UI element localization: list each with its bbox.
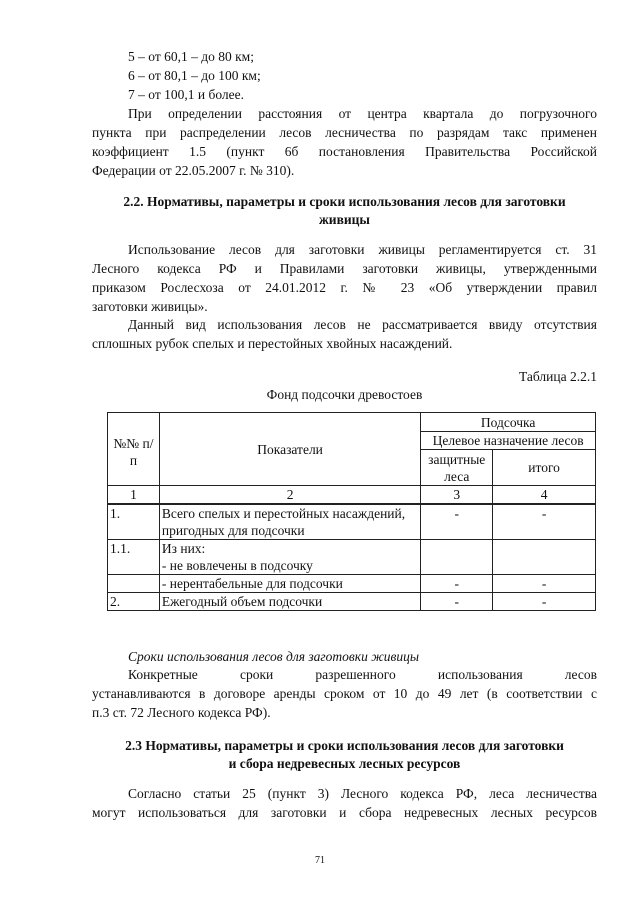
- table-row: [108, 575, 596, 593]
- row-label: Всего спелых и перестойных насаждений, пригодных для подсочки: [159, 504, 420, 540]
- heading-line: 2.2. Нормативы, параметры и сроки использования лесов для заготовки: [123, 194, 566, 209]
- table-row: [108, 540, 596, 558]
- paragraph-line: сплошных рубок спелых и перестойных хвойных насаждений.: [92, 336, 453, 351]
- row-protective: -: [421, 504, 493, 540]
- row-label: - нерентабельные для подсочки: [159, 575, 420, 593]
- table-row: [108, 593, 596, 611]
- table-row: [108, 557, 596, 575]
- row-total: [493, 557, 596, 575]
- row-protective: [421, 540, 493, 558]
- table-row: [108, 504, 596, 540]
- paragraph-line: устанавливаются в договоре аренды сроком от 10 до 49 лет (в соответствии с: [92, 686, 597, 701]
- paragraph-line: Данный вид использования лесов не рассматривается ввиду отсутствия: [128, 317, 597, 332]
- row-num: 1.1.: [108, 540, 160, 575]
- row-num: 1.: [108, 504, 160, 540]
- paragraph-line: Лесного кодекса РФ и Правилами заготовки живицы, утвержденными: [92, 261, 597, 276]
- row-label: Из них:: [159, 540, 420, 558]
- heading-line: 2.3 Нормативы, параметры и сроки использования лесов для заготовки: [125, 738, 564, 753]
- row-total: -: [493, 593, 596, 611]
- header-total: итого: [493, 450, 596, 486]
- col-number: 4: [493, 486, 596, 505]
- header-tapping: Подсочка: [421, 413, 596, 432]
- page-number: 71: [315, 855, 325, 866]
- row-protective: [421, 557, 493, 575]
- col-number: 2: [159, 486, 420, 505]
- row-label: Ежегодный объем подсочки: [159, 593, 420, 611]
- paragraph-line: Федерации от 22.05.2007 г. № 310).: [92, 163, 295, 178]
- col-number: 3: [421, 486, 493, 505]
- row-protective: -: [421, 593, 493, 611]
- paragraph-line: п.3 ст. 72 Лесного кодекса РФ).: [92, 705, 271, 720]
- header-num: №№ п/п: [108, 413, 160, 486]
- table-title: Фонд подсочки древостоев: [266, 387, 423, 402]
- table-label: Таблица 2.2.1: [519, 369, 597, 384]
- paragraph-line: Использование лесов для заготовки живицы регламентируется ст. 31: [128, 242, 597, 257]
- paragraph-line: Конкретные сроки разрешенного использования лесов: [128, 667, 597, 682]
- terms-heading: Сроки использования лесов для заготовки живицы: [128, 649, 420, 664]
- row-total: -: [493, 575, 596, 593]
- list-line-5: 5 – от 60,1 – до 80 км;: [128, 49, 254, 64]
- row-num: 2.: [108, 593, 160, 611]
- heading-line: живицы: [319, 212, 370, 227]
- paragraph-line: заготовки живицы».: [92, 299, 208, 314]
- paragraph-line: При определении расстояния от центра квартала до погрузочного: [128, 106, 597, 121]
- row-num: [108, 575, 160, 593]
- row-label: - не вовлечены в подсочку: [159, 557, 420, 575]
- paragraph-line: пункта при распределении лесов лесничества по разрядам такс применен: [92, 125, 597, 140]
- paragraph-line: Согласно статьи 25 (пункт 3) Лесного кодекса РФ, леса лесничества: [128, 786, 597, 801]
- list-line-7: 7 – от 100,1 и более.: [128, 87, 244, 102]
- row-protective: -: [421, 575, 493, 593]
- paragraph-line: могут использоваться для заготовки и сбора недревесных лесных ресурсов: [92, 805, 597, 820]
- tapping-fund-table: [107, 412, 596, 611]
- row-total: -: [493, 504, 596, 540]
- header-purpose: Целевое назначение лесов: [421, 432, 596, 450]
- header-protective: защитные леса: [421, 450, 493, 486]
- row-total: [493, 540, 596, 558]
- paragraph-line: коэффициент 1.5 (пункт 6б постановления Правительства Российской: [92, 144, 597, 159]
- header-indicators: Показатели: [159, 413, 420, 486]
- paragraph-line: приказом Рослесхоза от 24.01.2012 г. № 23 «Об утверждении правил: [92, 280, 597, 295]
- list-line-6: 6 – от 80,1 – до 100 км;: [128, 68, 261, 83]
- heading-line: и сбора недревесных лесных ресурсов: [228, 756, 461, 771]
- col-number: 1: [108, 486, 160, 505]
